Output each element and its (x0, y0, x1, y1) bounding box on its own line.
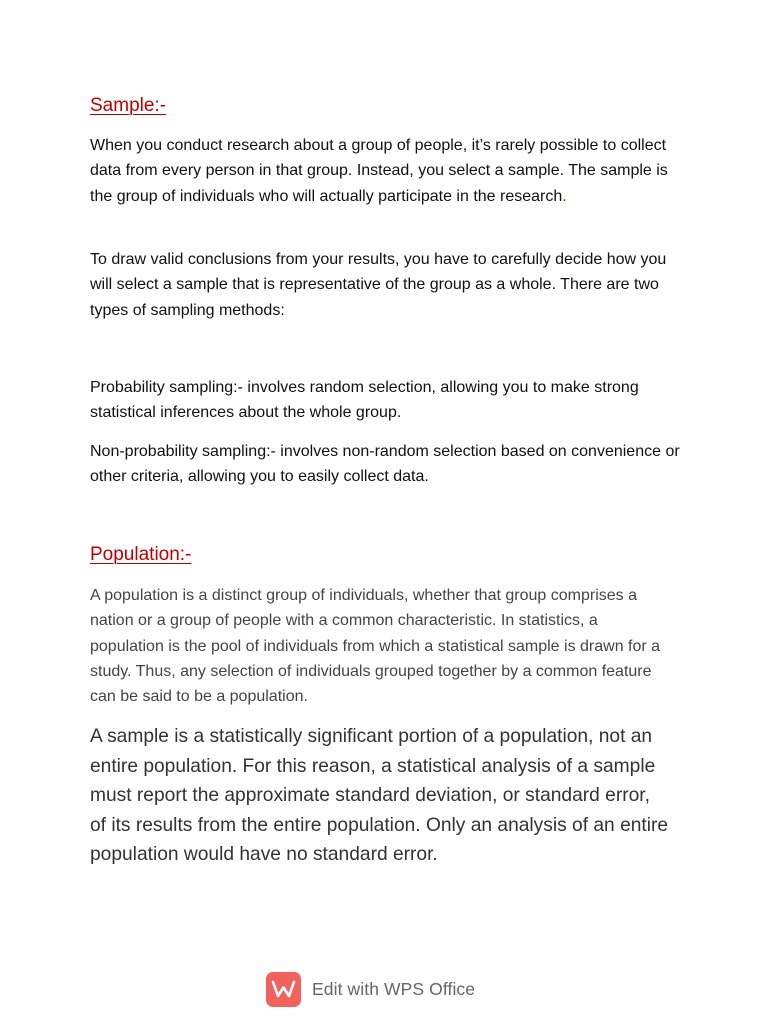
wps-w-glyph (271, 979, 296, 999)
population-paragraph-1: A population is a distinct group of individuals, whether that group comprises a nation or a group of people with a common characteristic. In statistics, a population is the pool of individuals from which a statistical sample is drawn for a study. Thus, any selection of individuals grouped together by a common feature can be said to be a population. (90, 587, 661, 706)
edit-with-wps-office-link[interactable] (266, 971, 475, 1007)
sample-paragraph-2: To draw valid conclusions from your results, you have to carefully decide how you will select a sample that is representative of the group as a whole. There are two types of sampling methods: (90, 251, 667, 319)
wps-office-logo-icon (266, 972, 301, 1007)
wps-office-label: Edit with WPS Office (312, 978, 476, 999)
sample-paragraph-1-text: When you conduct research about a group of people, it’s rarely possible to collect data from every person in that group. Instead, you select a sample. The sample is the group of individuals who will actually participate in the research (90, 137, 668, 205)
population-heading: Population:- (90, 544, 192, 565)
sample-heading: Sample:- (90, 95, 167, 116)
probability-sampling-paragraph: Probability sampling:- involves random selection, allowing you to make strong statistical inferences about the whole group. (90, 379, 639, 422)
sample-paragraph-1 (90, 133, 680, 209)
population-paragraph-2: A sample is a statistically significant portion of a population, not an entire population. For this reason, a statistical analysis of a sample must report the approximate standard deviation, or standard error, of its results from the entire population. Only an analysis of an entire population would have no standard error. (90, 726, 669, 865)
non-probability-sampling-paragraph: Non-probability sampling:- involves non-random selection based on convenience or other criteria, allowing you to easily collect data. (90, 443, 680, 486)
sample-paragraph-1-end: . (562, 187, 567, 205)
